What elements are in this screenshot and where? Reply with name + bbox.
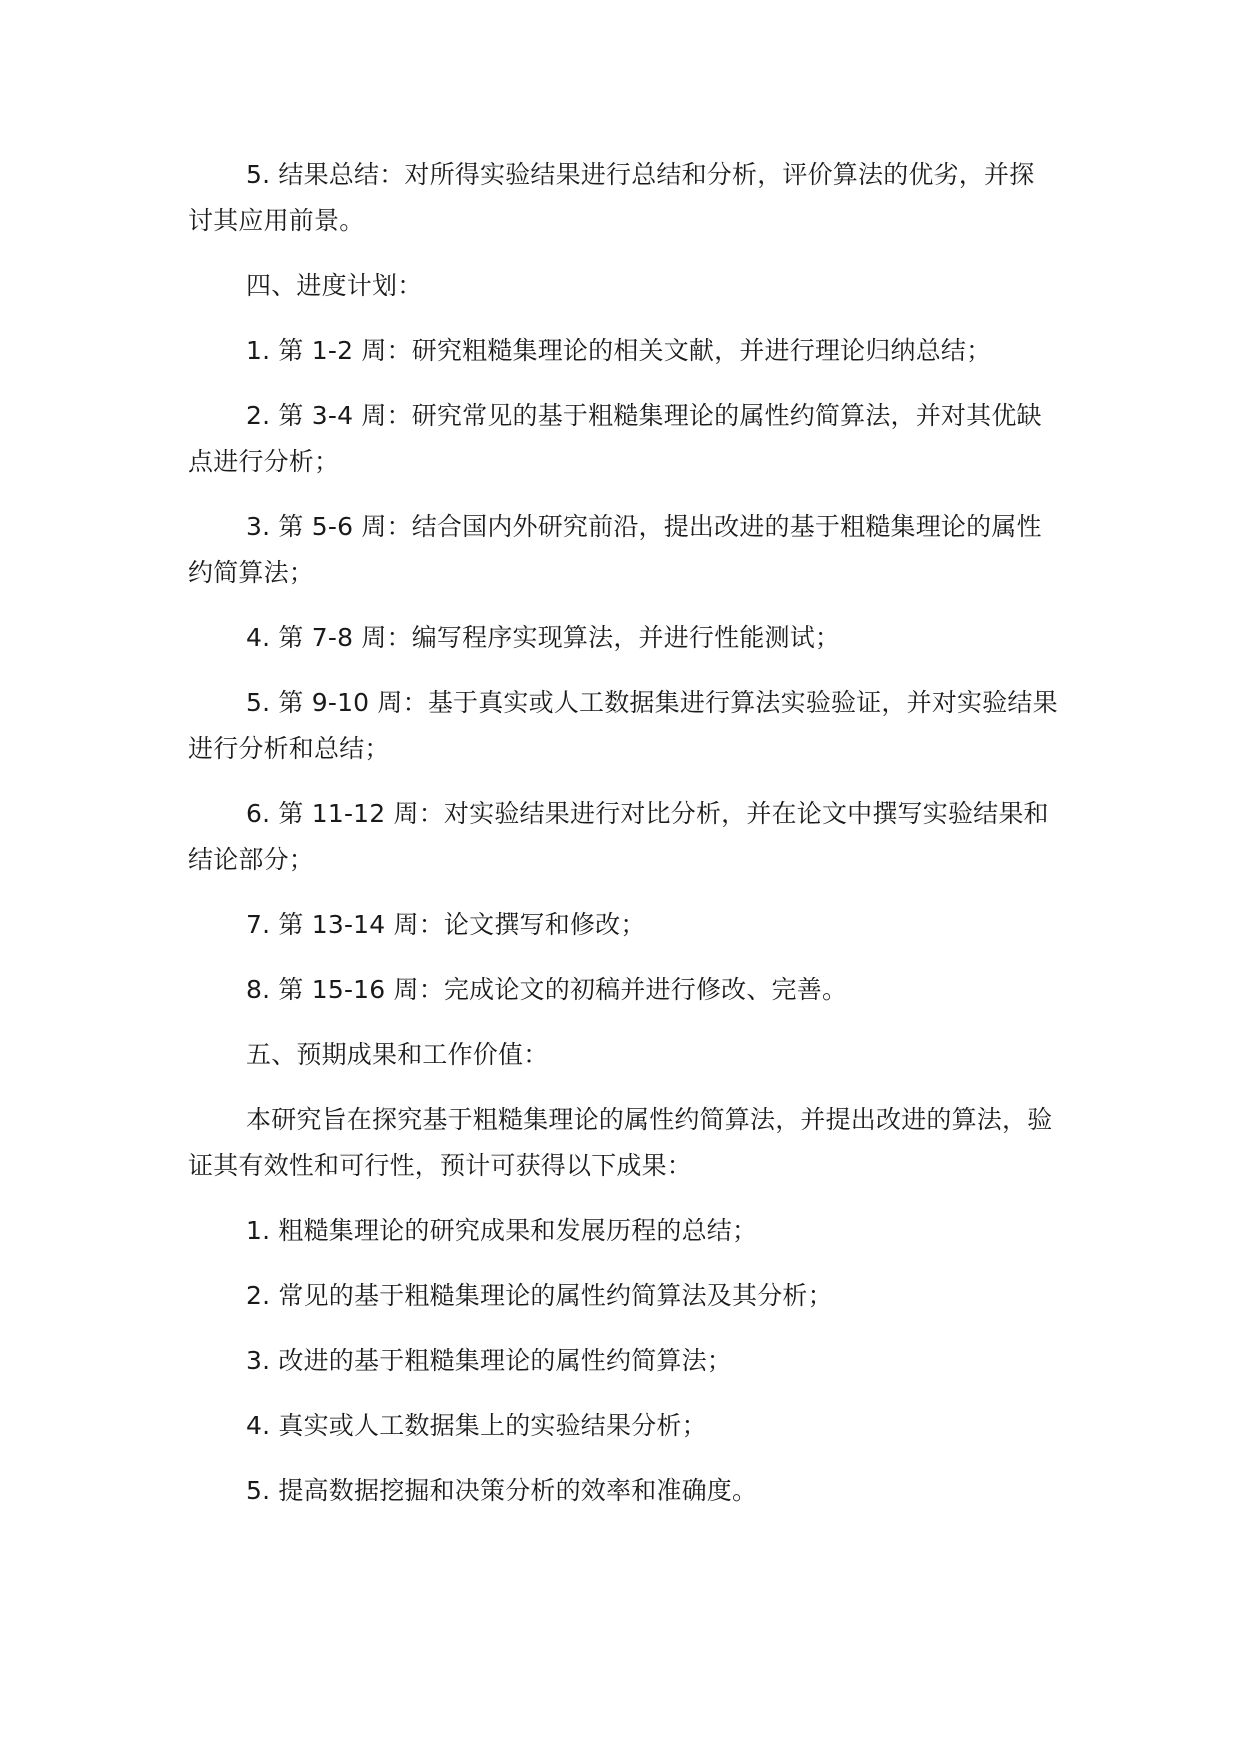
schedule-item-3: 3. 第 5-6 周：结合国内外研究前沿，提出改进的基于粗糙集理论的属性约简算法； xyxy=(188,512,1042,587)
schedule-item-5: 5. 第 9-10 周：基于真实或人工数据集进行算法实验验证，并对实验结果进行分析和总结； xyxy=(188,688,1058,763)
schedule-item-6: 6. 第 11-12 周：对实验结果进行对比分析，并在论文中撰写实验结果和结论部分； xyxy=(188,799,1049,874)
schedule-item-8: 8. 第 15-16 周：完成论文的初稿并进行修改、完善。 xyxy=(246,975,848,1004)
schedule-item-7: 7. 第 13-14 周：论文撰写和修改； xyxy=(246,910,646,939)
outcome-item-1: 1. 粗糙集理论的研究成果和发展历程的总结； xyxy=(246,1216,758,1245)
outcome-item-5: 5. 提高数据挖掘和决策分析的效率和准确度。 xyxy=(246,1476,758,1505)
schedule-item-2: 2. 第 3-4 周：研究常见的基于粗糙集理论的属性约简算法，并对其优缺点进行分析； xyxy=(188,401,1042,476)
outcome-item-2: 2. 常见的基于粗糙集理论的属性约简算法及其分析； xyxy=(246,1281,833,1310)
outcome-item-3: 3. 改进的基于粗糙集理论的属性约简算法； xyxy=(246,1346,733,1375)
schedule-item-1: 1. 第 1-2 周：研究粗糙集理论的相关文献，并进行理论归纳总结； xyxy=(246,336,992,365)
outcome-item-4: 4. 真实或人工数据集上的实验结果分析； xyxy=(246,1411,707,1440)
document-page xyxy=(188,152,1058,1533)
section-heading-schedule: 四、进度计划： xyxy=(246,271,423,300)
paragraph-result-summary: 5. 结果总结：对所得实验结果进行总结和分析，评价算法的优劣，并探讨其应用前景。 xyxy=(188,160,1035,235)
section-heading-outcomes: 五、预期成果和工作价值： xyxy=(246,1040,549,1069)
outcomes-intro: 本研究旨在探究基于粗糙集理论的属性约简算法，并提出改进的算法，验证其有效性和可行性，预计可获得以下成果： xyxy=(188,1105,1053,1180)
schedule-item-4: 4. 第 7-8 周：编写程序实现算法，并进行性能测试； xyxy=(246,623,841,652)
